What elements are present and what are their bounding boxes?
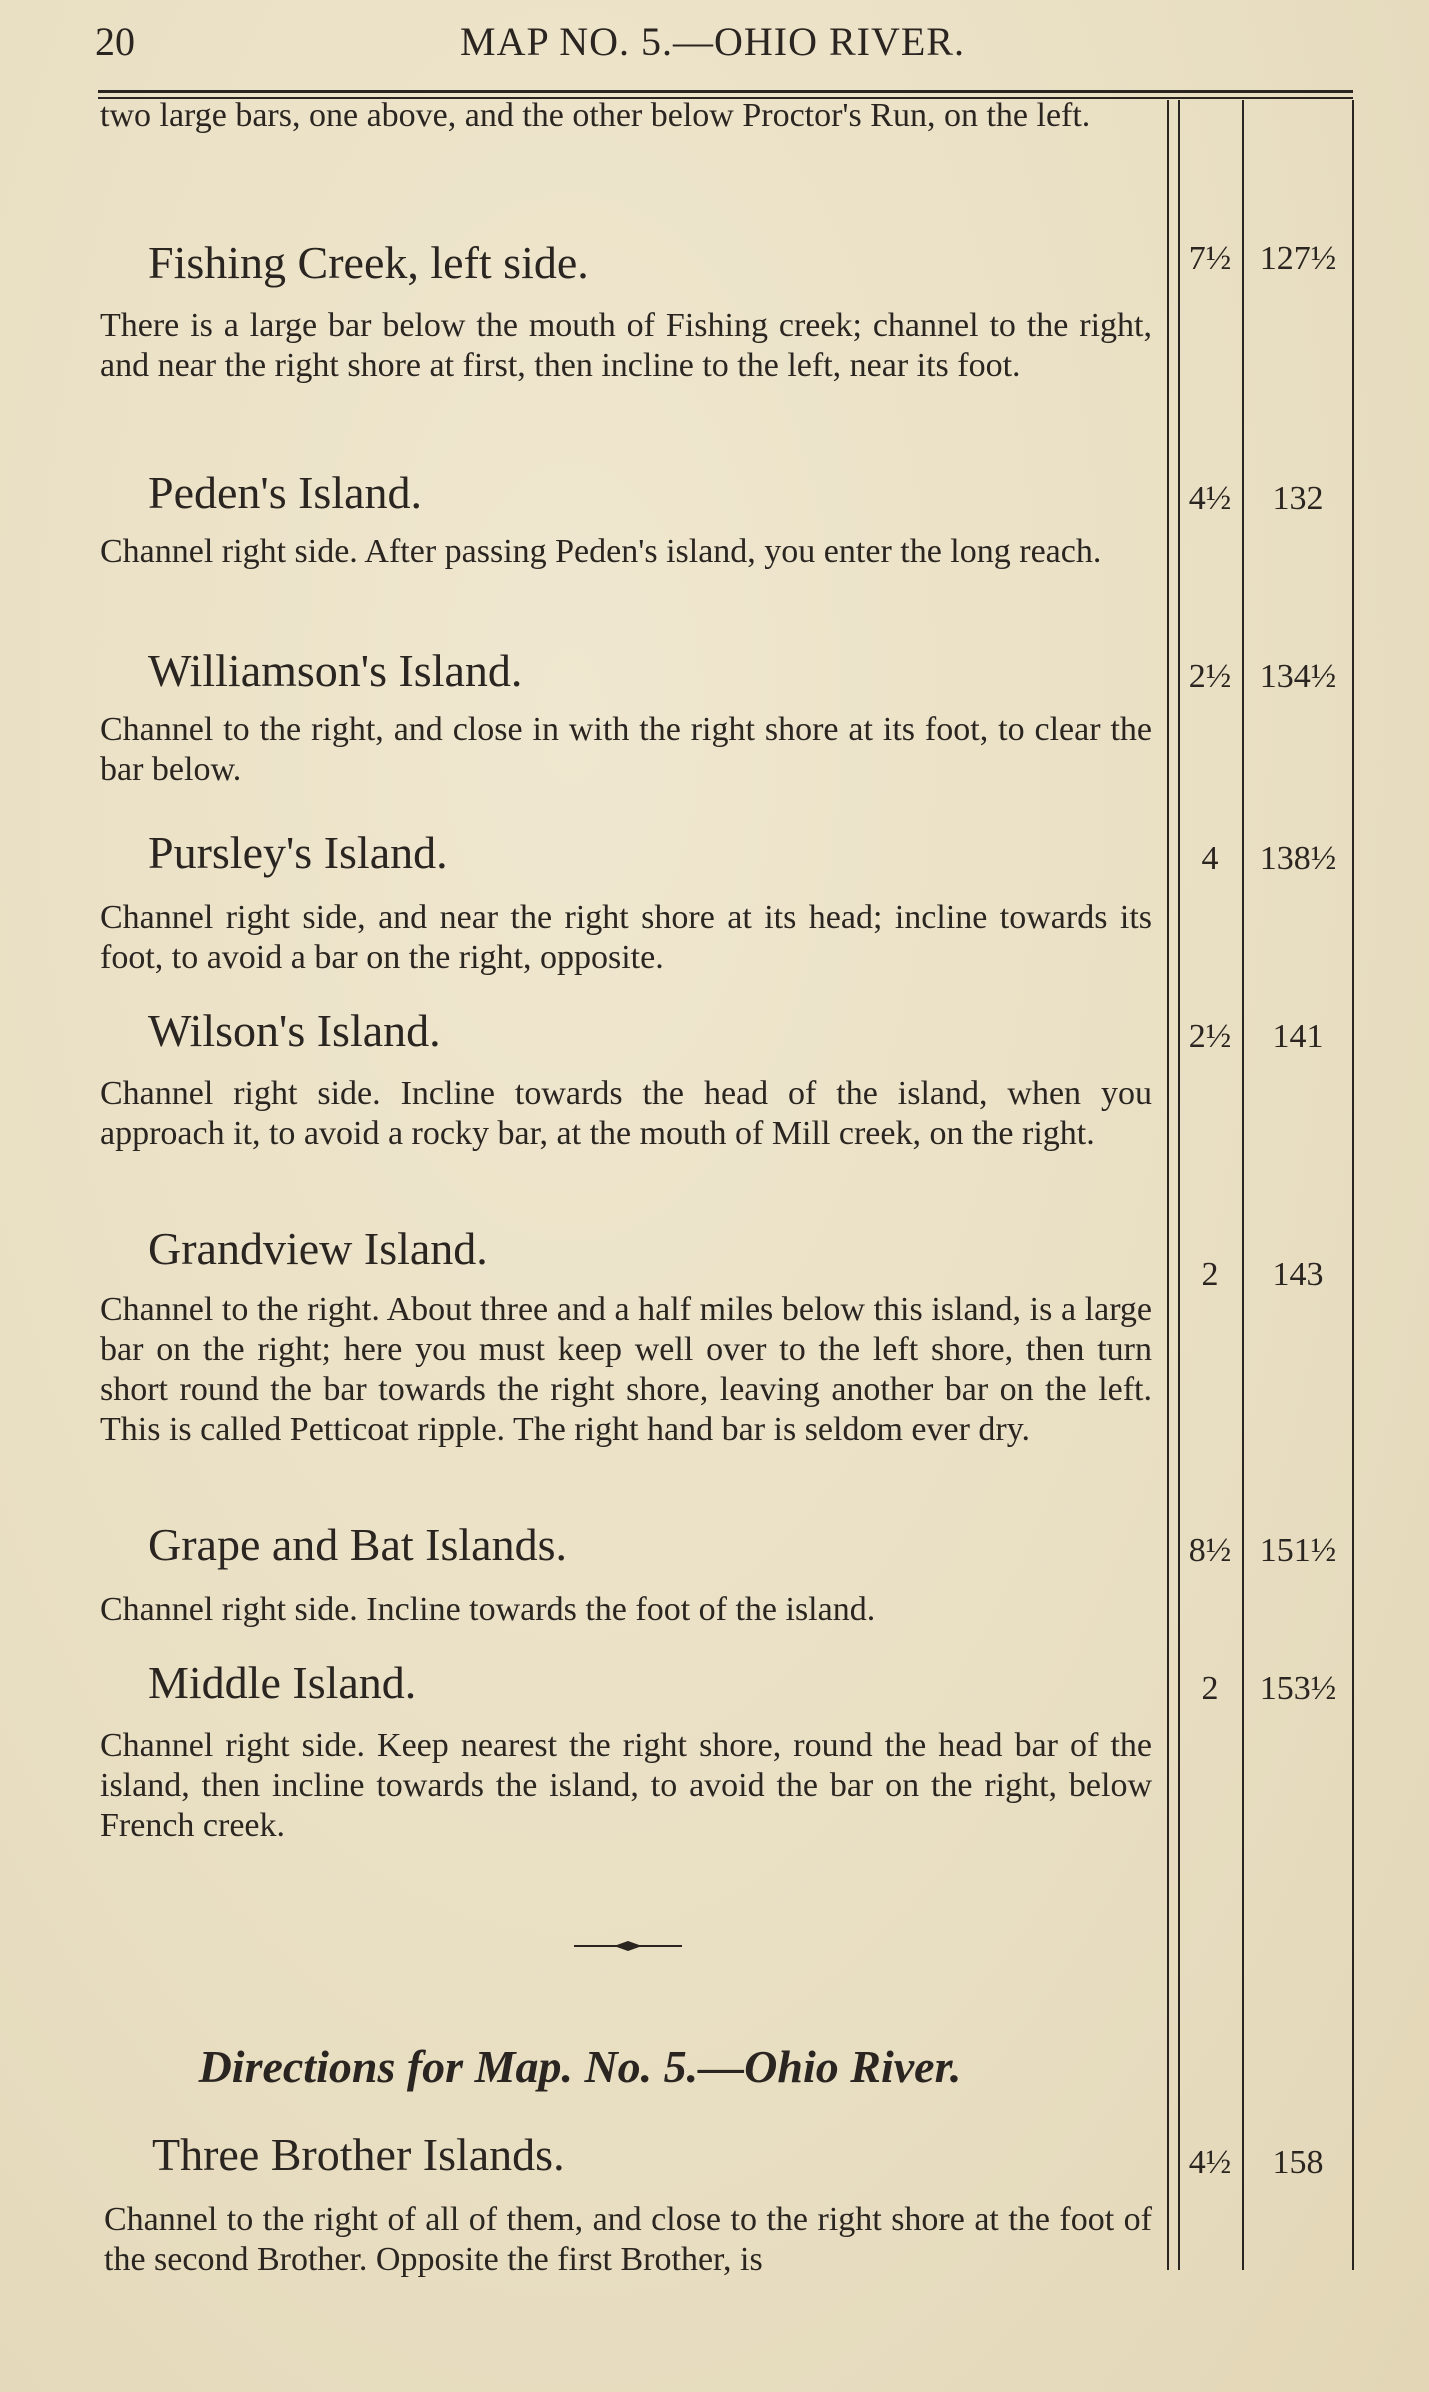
entry-total: 127½ <box>1259 240 1337 277</box>
entry-heading: Three Brother Islands. <box>152 2129 565 2180</box>
entry-text: Channel right side. Incline towards the foot of the island. <box>100 1591 876 1628</box>
column-rule-left <box>1167 100 1169 2270</box>
entry-text: Channel to the right, and close in with the right shore at its foot, to clear the bar below. <box>100 711 1152 788</box>
entry-text: Channel to the right of all of them, and close to the right shore at the foot of the second Brother. Opposite the first Brother, is <box>104 2201 1152 2278</box>
entry-heading: Grandview Island. <box>148 1223 488 1274</box>
entry-distance: 2 <box>1201 1670 1219 1707</box>
entry-distance: 4½ <box>1188 480 1232 517</box>
entry-total: 138½ <box>1259 840 1337 877</box>
entry-heading: Wilson's Island. <box>148 1005 441 1056</box>
column-rule-left-inner <box>1178 100 1180 2270</box>
entry-distance: 2½ <box>1188 658 1232 695</box>
entry-distance: 7½ <box>1188 240 1232 277</box>
entry-total: 153½ <box>1259 1670 1337 1707</box>
intro-paragraph: two large bars, one above, and the other below Proctor's Run, on the left. <box>100 97 1091 134</box>
entry-heading: Middle Island. <box>148 1657 417 1708</box>
entry-text: Channel right side, and near the right shore at its head; incline towards its foot, to avoid a bar on the right, opposite. <box>100 899 1152 976</box>
entry-heading: Williamson's Island. <box>148 645 523 696</box>
entry-distance: 8½ <box>1188 1532 1232 1569</box>
entry-distance: 4 <box>1201 840 1219 877</box>
page-number: 20 <box>95 19 135 64</box>
entry-text: Channel right side. Keep nearest the right shore, round the head bar of the island, then incline towards the island, to avoid the bar on the right, below French creek. <box>100 1727 1152 1844</box>
entry-total: 151½ <box>1259 1532 1337 1569</box>
entry-total: 141 <box>1272 1018 1324 1055</box>
ornament-divider <box>574 1940 682 1952</box>
section-heading: Directions for Map. No. 5.—Ohio River. <box>198 2041 962 2092</box>
entry-total: 132 <box>1272 480 1324 517</box>
page-header <box>95 12 1355 72</box>
column-rule-middle <box>1242 100 1244 2270</box>
entry-total: 158 <box>1272 2144 1324 2181</box>
entry-total: 134½ <box>1259 658 1337 695</box>
entry-text: Channel right side. Incline towards the head of the island, when you approach it, to avoid a rocky bar, at the mouth of Mill creek, on the right. <box>100 1075 1152 1152</box>
entry-text: Channel right side. After passing Peden's island, you enter the long reach. <box>100 533 1102 570</box>
entry-distance: 2½ <box>1188 1018 1232 1055</box>
column-rule-right <box>1352 100 1354 2270</box>
entry-heading: Pursley's Island. <box>148 827 448 878</box>
entry-text: There is a large bar below the mouth of Fishing creek; channel to the right, and near the right shore at first, then incline to the left, near its foot. <box>100 307 1152 384</box>
entry-distance: 4½ <box>1188 2144 1232 2181</box>
entry-heading: Fishing Creek, left side. <box>148 237 589 288</box>
entry-total: 143 <box>1272 1256 1324 1293</box>
entry-heading: Grape and Bat Islands. <box>148 1519 567 1570</box>
running-title: MAP NO. 5.—OHIO RIVER. <box>460 19 965 64</box>
entry-heading: Peden's Island. <box>148 467 423 518</box>
entry-text: Channel to the right. About three and a half miles below this island, is a large bar on the right; here you must keep well over to the left shore, then turn short round the bar towards the right shore, leaving another bar on the left. This is called Petticoat ripple. The right hand bar is seldom ever dry. <box>100 1291 1152 1448</box>
entry-distance: 2 <box>1201 1256 1219 1293</box>
